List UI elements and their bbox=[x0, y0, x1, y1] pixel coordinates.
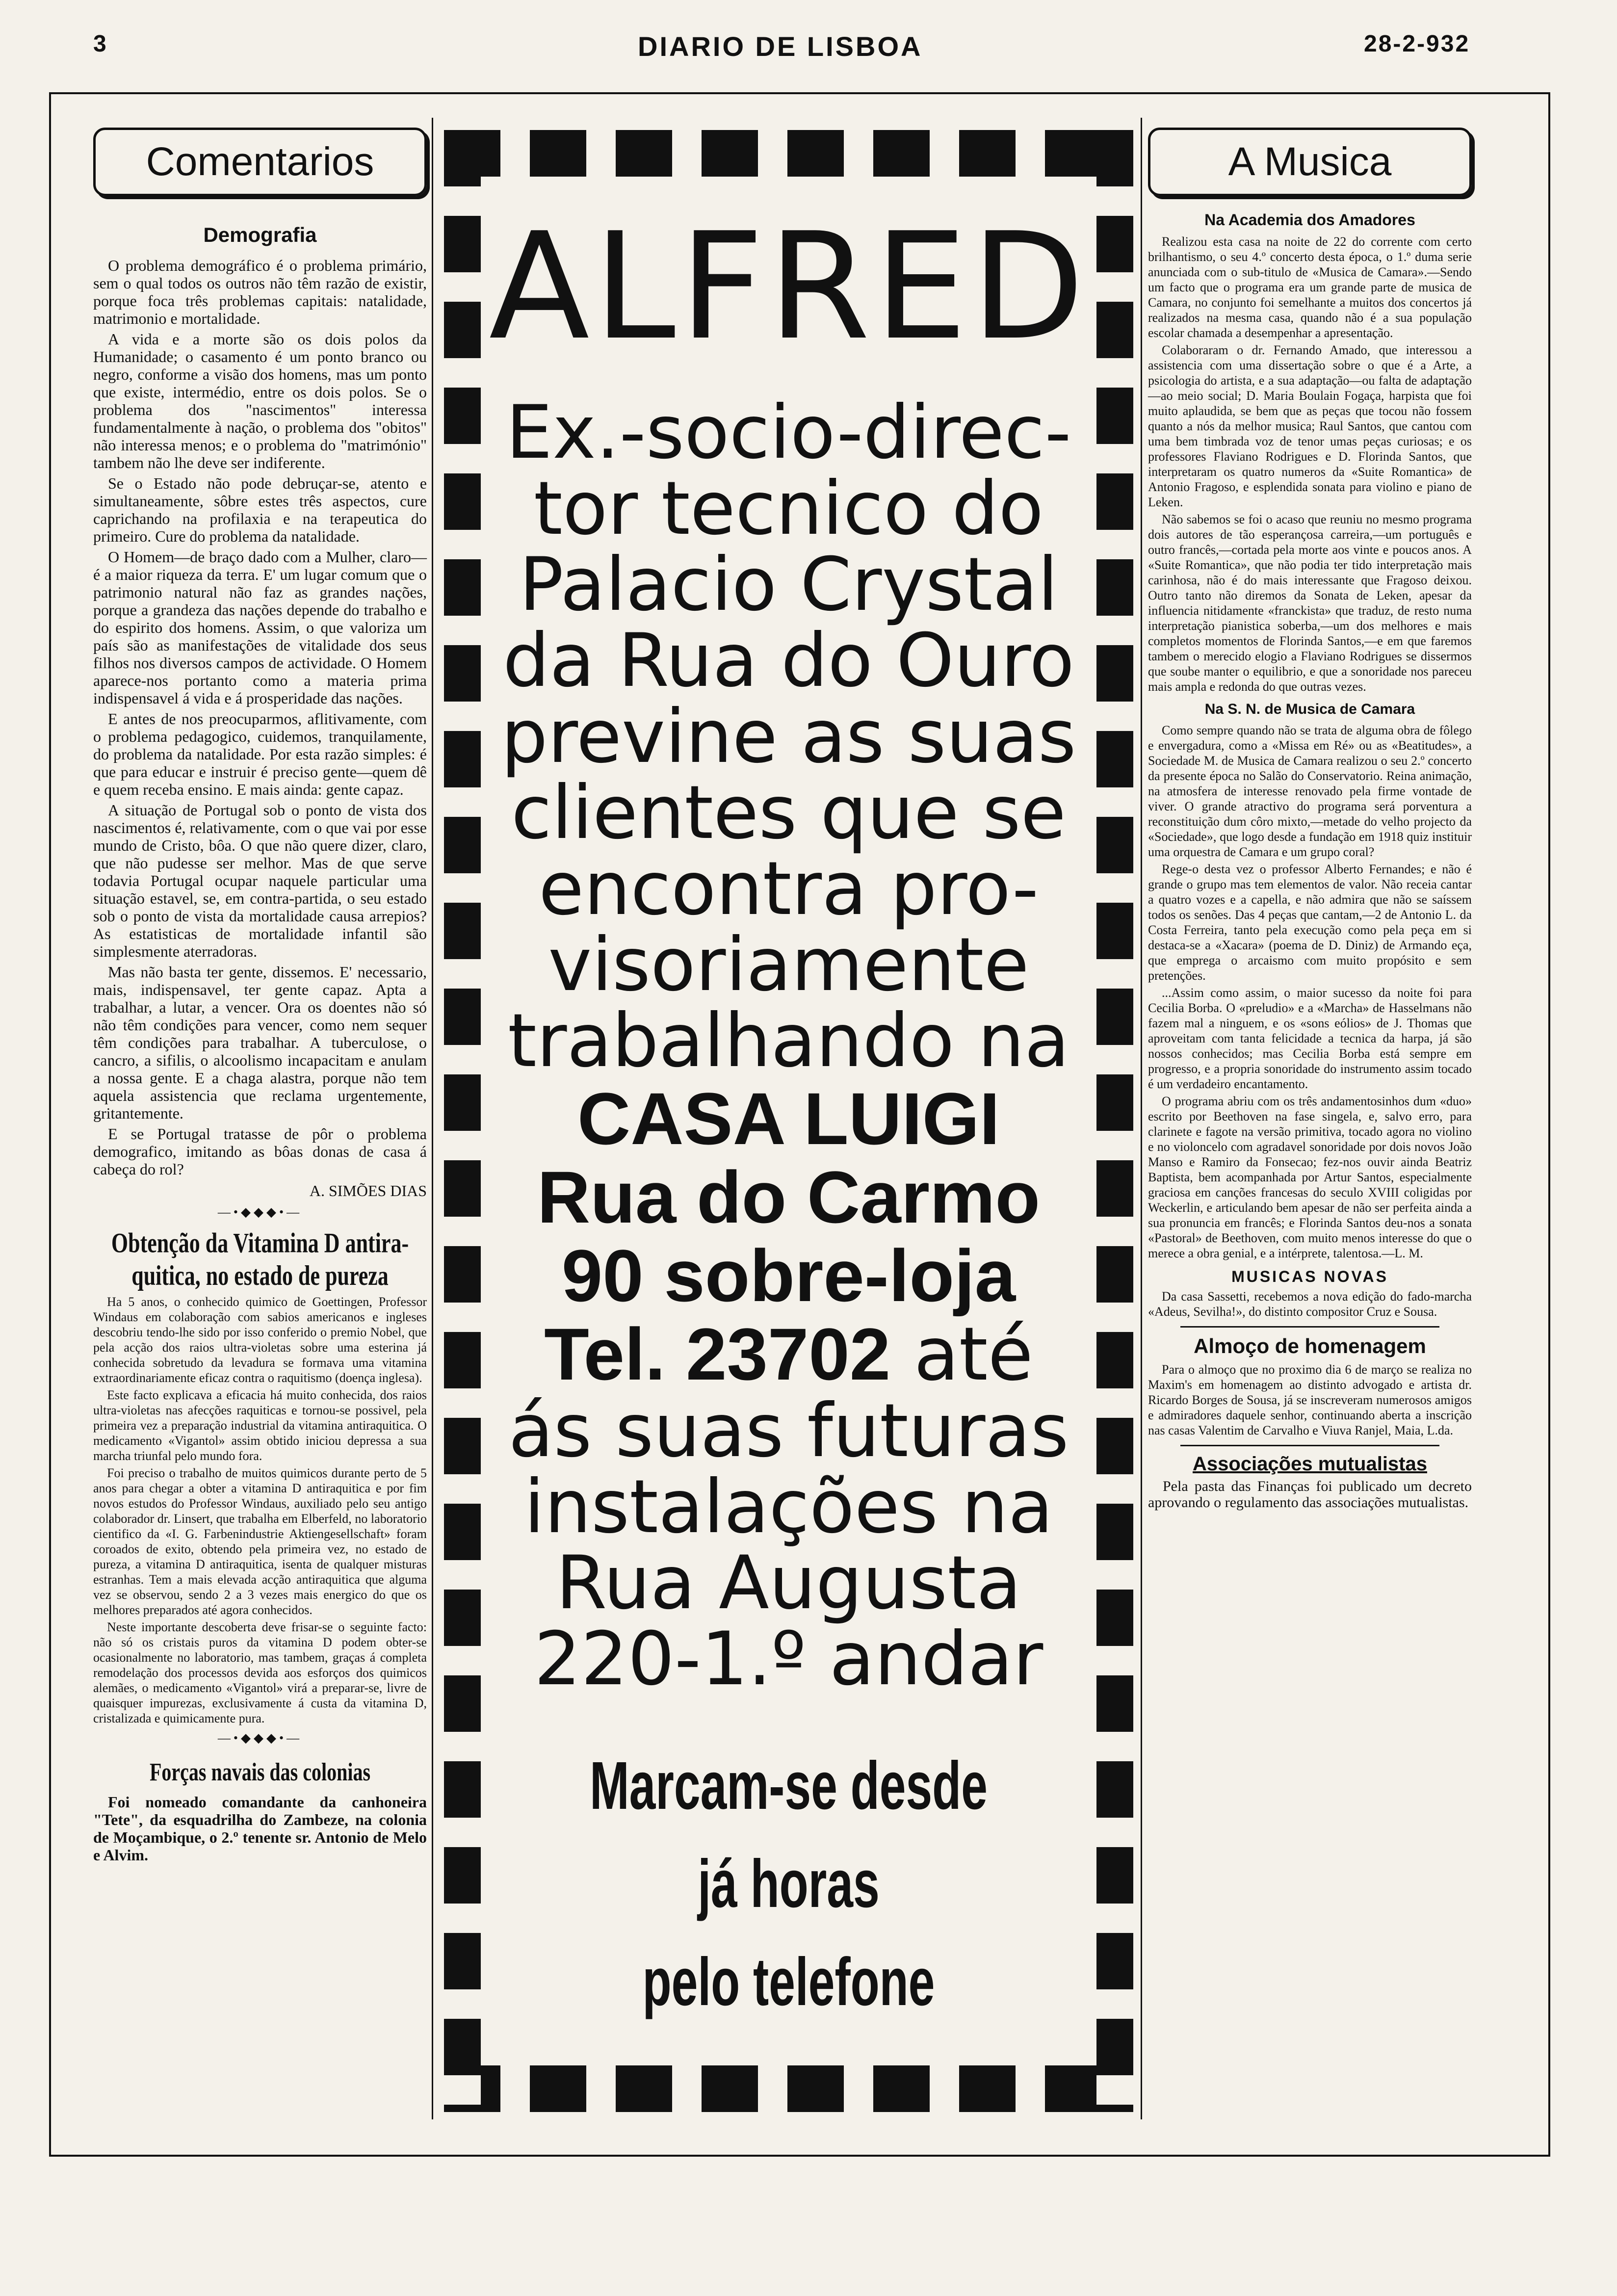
advert-line: encontra pro- bbox=[538, 846, 1039, 932]
article-body-almoco: Para o almoço que no proximo dia 6 de março se realiza no Maxim's em homenagem ao distinto advogado e artista dr. Ricardo Borges de Sousa, já se inscreveram numerosos amigos e admiradores daquele senhor, continuando aberta a inscrição nas casas Valentim de Carvalho e Viuva Ranjel, Maia, L.da. bbox=[1148, 1362, 1472, 1437]
advert-phone-suffix: até bbox=[890, 1312, 1033, 1397]
divider bbox=[1180, 1445, 1439, 1446]
paragraph: Mas não basta ter gente, dissemos. E' necessario, mais, indispensavel, ter gente capaz. Apta a trabalhar, a lutar, a vencer. Ora os doentes não só não têm condições para vencer, como nem sequer têm condições para trabalhar. A tuberculose, o cancro, a sifilis, o alcoolismo incapacitam e anulam a nossa gente. E a chaga alastra, porque não tem aquela assistencia que reclama urgentemente, gritantemente. bbox=[93, 963, 427, 1122]
paragraph: E se Portugal tratasse de pôr o problema demografico, imitando as bôas donas de casa á cabeça do rol? bbox=[93, 1125, 427, 1178]
paragraph: ...Assim como assim, o maior sucesso da noite foi para Cecilia Borba. O «preludio» e a «Marcha» de Hasselmans não fazem mal a ninguem, e os «sons eólios» de J. Thomas que aproveitam com tanta felicidade a tecnica da harpa, já são nossos conhecidos; mas Cecilia Borba está sempre em progresso, e a propria sonoridade do instrumento assim tocado é um verdadeiro encantamento. bbox=[1148, 986, 1472, 1091]
advert-content bbox=[488, 179, 1089, 2063]
article-title-vitamina: Obtenção da Vitamina D antiraquitica, no estado de pureza bbox=[111, 1227, 409, 1291]
advert-line: Marcam-se desde já horas bbox=[590, 1748, 988, 1922]
ornament-divider: —•◆◆◆•— bbox=[217, 1205, 303, 1219]
paragraph: Não sabemos se foi o acaso que reuniu no mesmo programa dois autores de tão esperançosa carreira,—um português e outro francês,—cortada pela morte aos vinte e poucos anos. A «Suite Romantica», que não podia ter tido interpretação mais carinhosa, não é do mais interessante que Fragoso deixou. Outro tanto não diremos da Sonata de Leken, apesar da influencia nitidamente «franckista» que traduz, de resto numa interpretação pianistica soberba,—um dos melhores e mais completos momentos de Florinda Santos,—e em que faremos tambem o merecido elogio a Flaviano Rodrigues se dissermos que soube manter o equilibrio, e que a sonoridade nos pareceu mais ampla e redonda do que outras vezes. bbox=[1148, 512, 1472, 694]
column-rule-right bbox=[1141, 118, 1142, 2119]
advert-line: pelo telefone bbox=[642, 1944, 935, 2020]
paragraph: E antes de nos preocuparmos, aflitivamente, com o problema pedagogico, cuidemos, tranquilamente, do problema da natalidade. Por esta razão simples: é que para educar e instruir é preciso gente—quem dê e quem receba ensino. E mais ainda: gente capaz. bbox=[93, 710, 427, 798]
section-title-comentarios: Comentarios bbox=[93, 128, 427, 196]
paragraph: O problema demográfico é o problema primário, sem o qual todos os outros não têm razão de existir, porque foca três problemas capitais: natalidade, matrimonio e mortalidade. bbox=[93, 257, 427, 327]
column-rule-left bbox=[432, 118, 433, 2119]
advert-line: Rua do Carmo bbox=[537, 1156, 1041, 1238]
advert-address bbox=[488, 1079, 1089, 1315]
advert-line: 220-1.º andar bbox=[534, 1617, 1043, 1702]
paragraph: Rege-o desta vez o professor Alberto Fernandes; e não é grande o grupo mas tem elementos de valor. Não receia cantar a quatro vozes e a capella, e não admira que não se saíssem todos os senões. Das 4 peças que cantam,—2 de Antonio L. da Costa Ferreira, tanto pela execução como pela peça em si destaca-se a «Xacara» (poema de D. Diniz) de Armando eça, que emprega o arcaismo com muito propósito e sem pretenções. bbox=[1148, 862, 1472, 983]
left-column bbox=[93, 128, 427, 1867]
advert-line: 90 sobre-loja bbox=[561, 1234, 1016, 1317]
advert-line: CASA LUIGI bbox=[577, 1077, 1000, 1160]
checker-border-left bbox=[444, 130, 481, 2112]
advert-line: Palacio Crystal bbox=[519, 542, 1058, 627]
article-title-demografia: Demografia bbox=[203, 223, 317, 246]
advert-line: previne as suas bbox=[501, 694, 1076, 780]
issue-date: 28-2-932 bbox=[1364, 31, 1470, 57]
paragraph: Neste importante descoberta deve frisar-se o seguinte facto: não só os cristais puros da vitamina D podem obter-se ocasionalmente no laboratorio, mas tambem, graças á completa remodelação dos processos devida aos esforços dos quimicos alemães, o medicamento «Vigantol» virá a preparar-se, livre de quaisquer impurezas, exclusivamente á custa da vitamina D, cristalizada e quimicamente pura. bbox=[93, 1620, 427, 1725]
advert-line: visoriamente bbox=[548, 922, 1029, 1008]
section-title-musica: A Musica bbox=[1148, 128, 1472, 196]
advert-phone: Tel. 23702 bbox=[544, 1313, 891, 1395]
article-body-vitamina bbox=[93, 1294, 427, 1726]
right-column bbox=[1148, 128, 1472, 1513]
paragraph: Este facto explicava a eficacia há muito conhecida, dos raios ultra-violetas nas afecções raquiticas e tornou-se possivel, pela primeira vez a preparação industrial da vitamina antiraquitica. O medicamento «Vigantol» assim obtido iniciou depressa a sua marcha triunfal pelo mundo fora. bbox=[93, 1388, 427, 1463]
advert-line: ás suas futuras bbox=[508, 1388, 1069, 1474]
article-title-associacoes: Associações mutualistas bbox=[1193, 1453, 1427, 1475]
article-title-forcas-navais: Forças navais das colonias bbox=[149, 1757, 371, 1786]
advert-line: trabalhando na bbox=[508, 998, 1069, 1084]
advertisement-alfred bbox=[444, 130, 1133, 2112]
article-signature: A. SIMÕES DIAS bbox=[309, 1182, 427, 1200]
advert-line: clientes que se bbox=[511, 770, 1066, 856]
paragraph: Foi preciso o trabalho de muitos quimicos durante perto de 5 anos para chegar a obter a vitamina D antiraquitica e por fim novos estudos do Professor Windaus, auxiliado pelo seu antigo colaborador dr. Linsert, que trabalha em Elberfeld, no laboratorio cientifico da «I. G. Farbenindustrie Aktiengesellschaft» foram coroados de exito, obtendo pela primeira vez, no estado de pureza, a vitamina D antiraquitica, isenta de qualquer misturas estranhas. Tem a mais elevada acção antiraquitica que alguma vez se observou, sendo 2 a 3 vezes mais energico do que os melhores preparados até agora conhecidos. bbox=[93, 1466, 427, 1617]
article-body-amadores bbox=[1148, 234, 1472, 694]
advert-line: instalações na bbox=[524, 1464, 1053, 1550]
article-body-demografia bbox=[93, 257, 427, 1178]
advert-line: da Rua do Ouro bbox=[503, 618, 1074, 704]
advert-line: Ex.-socio-direc- bbox=[506, 390, 1071, 475]
advert-line: Rua Augusta bbox=[556, 1540, 1021, 1626]
article-title-amadores: Na Academia dos Amadores bbox=[1204, 211, 1415, 229]
paragraph: O programa abriu com os três andamentosinhos dum «duo» escrito por Beethoven na fase singela, e, salvo erro, para clarinete e fagote na versão primitiva, tocado agora no violino e no violoncelo com agradavel sonoridade por dois novos João Manso e Ramiro da Fonsecao; fez-nos ouvir ainda Beatriz Baptista, bem acompanhada por Artur Santos, especialmente graciosa em canções francesas do seculo XVIII coligidas por Weckerlin, e articulando bem apesar de não ser perfeita ainda a sua pronuncia em francês; e Florinda Santos deu-nos a sonata «Pastoral» de Beethoven, com muito menos interesse do que o merece a obra genial, e a intérprete, talentosa.—L. M. bbox=[1148, 1094, 1472, 1260]
checker-border-top bbox=[444, 130, 1133, 177]
paragraph: Se o Estado não pode debruçar-se, atento e simultaneamente, sôbre estes três aspectos, cure caprichando na profilaxia e na terapeutica do primeiro. Cure do problema da natalidade. bbox=[93, 474, 427, 545]
advert-phone-line bbox=[488, 1312, 1089, 1397]
article-title-musicas-novas: MUSICAS NOVAS bbox=[1231, 1268, 1388, 1285]
article-body-snmc bbox=[1148, 723, 1472, 1261]
advert-body-text bbox=[488, 390, 1089, 1084]
checker-border-right bbox=[1096, 130, 1133, 2112]
paragraph: A situação de Portugal sob o ponto de vista dos nascimentos é, relativamente, com o que vai por esse mundo de Cristo, bôa. O que não quere dizer, claro, que não pudesse ser melhor. Mas de que serve todavia Portugal ocupar naquele particular uma situação estavel, se, em contra-partida, o seu estado sob o ponto de vista da mortalidade causa arrepios? As estatisticas de mortalidade infantil são simplesmente aterradoras. bbox=[93, 801, 427, 960]
article-body-forcas-navais: Foi nomeado comandante da canhoneira "Tete", da esquadrilha do Zambeze, na colonia de Moçambique, o 2.º tenente sr. Antonio de Melo e Alvim. bbox=[93, 1793, 427, 1864]
paragraph: A vida e a morte são os dois polos da Humanidade; o casamento é um ponto branco ou negro, conforme a visão dos homens, mas um ponto que existe, intermédio, entre os dois polos. Se o problema dos "nascimentos" interessa fundamentalmente à nação, o problema dos "obitos" não interessa menos; e o problema do "matrimónio" tambem não lhe deve ser indiferente. bbox=[93, 330, 427, 471]
paragraph: Como sempre quando não se trata de alguma obra de fôlego e envergadura, como a «Missa em Ré» ou as «Beatitudes», a Sociedade M. de Musica de Camara realizou o seu 2.º concerto da presente época no Salão do Conservatorio. Reina animação, na atmosfera de interesse renovado pela firme vontade de viver. O grande atractivo do programa será porventura a reconstituição dum côro mixto,—metade do velho projecto da «Sociedade», que logo desde a fundação em 1918 quiz instituir uma orquestra de Camara e um grupo coral? bbox=[1148, 723, 1472, 859]
checker-border-bottom bbox=[444, 2065, 1133, 2112]
divider bbox=[1180, 1326, 1439, 1328]
page-number: 3 bbox=[93, 31, 106, 57]
paragraph: O Homem—de braço dado com a Mulher, claro—é a maior riqueza da terra. E' um lugar comum que o patrimonio natural não faz as grandes nações, porque a grandeza das nações depende do trabalho e do espirito dos homens. Assim, o que valoriza um país são as manifestações de vitalidade dos seus filhos nos diversos campos de actividade. O Homem aparece-nos portanto como a materia prima indispensavel á vida e á prosperidade das nações. bbox=[93, 548, 427, 707]
paragraph: Realizou esta casa na noite de 22 do corrente com certo brilhantismo, o seu 4.º concerto desta época, o 1.º duma serie anunciada com o sub-titulo de «Musica de Camara».—Sendo um facto que o programa era um grande parte de musica de Camara, no conjunto foi semelhante a muitos dos concertos já realizados na mesma casa, quando não é a sua população escolar chamada a desempenhar a apresentação. bbox=[1148, 235, 1472, 340]
article-title-almoco: Almoço de homenagem bbox=[1194, 1334, 1426, 1357]
masthead: DIARIO DE LISBOA bbox=[638, 31, 923, 62]
article-body-associacoes: Pela pasta das Finanças foi publicado um decreto aprovando o regulamento das associações mutualistas. bbox=[1148, 1478, 1472, 1511]
advert-title: ALFRED bbox=[489, 201, 1089, 372]
paragraph: Colaboraram o dr. Fernando Amado, que interessou a assistencia com uma dissertação sobre o que é a Arte, a psicologia do artista, e a sua adaptação—ou falta de adaptação—ao meio social; D. Maria Boulain Fogaça, harpista que foi muito aplaudida, se bem que as peças que tocou não fossem quanto a nós da melhor musica; Raul Santos, que cantou com uma bem timbrada voz de tenor umas peças curiosas; e os professores Flaviano Rodrigues e D. Florinda Santos, que interpretaram os quatro numeros da «Suite Romantica» de Antonio Fragoso, e esplendida sonata para violino e piano de Leken. bbox=[1148, 343, 1472, 509]
advert-future-address bbox=[488, 1388, 1089, 1702]
ornament-divider: —•◆◆◆•— bbox=[217, 1731, 303, 1745]
advert-footer bbox=[578, 1737, 999, 2031]
article-title-snmc: Na S. N. de Musica de Camara bbox=[1204, 701, 1415, 717]
article-body-musicas-novas: Da casa Sassetti, recebemos a nova edição do fado-marcha «Adeus, Sevilha!», do distinto compositor Cruz e Sousa. bbox=[1148, 1289, 1472, 1319]
advert-line: tor tecnico do bbox=[533, 466, 1044, 551]
paragraph: Ha 5 anos, o conhecido quimico de Goettingen, Professor Windaus em colaboração com sabios americanos e ingleses descobriu tendo-lhe sido por isso conferido o premio Nobel, que pela acção dos raios ultra-violetas sobre uma esterina já conhecida sobretudo da levadura se formava uma vitamina extraordinariamente eficaz contra o raquitismo (doença inglesa). bbox=[93, 1295, 427, 1385]
